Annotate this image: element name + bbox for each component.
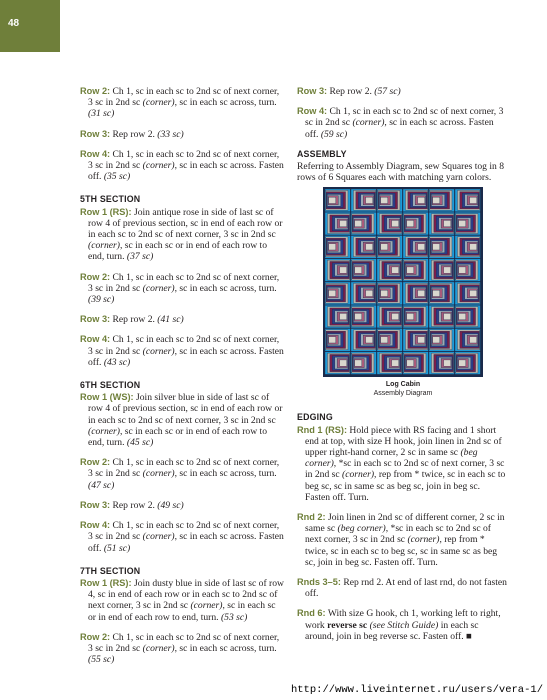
row-text: Ch 1, sc in each sc to 2nd sc of next corner, 3 sc in 2nd sc (88, 86, 280, 109)
row-italic: (49 sc) (157, 499, 184, 511)
diagram-caption (323, 381, 483, 398)
row-label: Row 2: (80, 86, 111, 96)
log-cabin-square (325, 352, 350, 375)
row-label: Row 2: (80, 271, 111, 282)
log-cabin-square (403, 282, 428, 305)
log-cabin-square (351, 282, 376, 305)
round-italic: (beg corner) (305, 447, 478, 470)
row-label: Row 2: (80, 457, 111, 468)
row-count: (55 sc) (88, 654, 115, 666)
row-count: (37 sc) (126, 251, 154, 263)
row-count: (51 sc) (103, 542, 131, 554)
round-label: Rnd 2: (297, 512, 326, 523)
round-text: , rep from * twice, sc in each sc to beg sc, sc in same sc as beg sc, join in beg sc. Fasten off. Turn. (305, 534, 498, 568)
log-cabin-square (455, 189, 480, 212)
round-italic: (beg corner) (337, 523, 386, 535)
pattern-row (80, 272, 285, 306)
log-cabin-square (377, 236, 402, 259)
assembly-heading: ASSEMBLY (297, 148, 347, 159)
row-label: Row 4: (80, 520, 111, 531)
log-cabin-square (403, 236, 428, 259)
round-text: Join linen in 2nd sc of different corner, 2 sc in same sc (305, 512, 505, 535)
round-italic: (corner) (407, 534, 440, 546)
log-cabin-diagram (323, 187, 483, 377)
log-cabin-square (377, 213, 402, 236)
row-text: Ch 1, sc in each sc to 2nd sc of next corner, 3 sc in 2nd sc (305, 106, 504, 129)
row-label: Row 3: (80, 499, 111, 510)
row-count: (53 sc) (220, 611, 248, 623)
round-italic: (see Stitch Guide) (369, 619, 439, 631)
row-count: (35 sc) (103, 171, 131, 183)
row-text: , sc in each sc across, turn. (174, 97, 277, 109)
row-text: , sc in each sc across. Fasten off. (305, 117, 494, 140)
log-cabin-square (377, 259, 402, 282)
log-cabin-square (455, 259, 480, 282)
row-text: Join dusty blue in side of last sc of row 4, sc in end of each row or in each sc to 2nd sc of next corner, 3 sc in 2nd sc (88, 577, 284, 612)
round-text: in each sc around, join in beg reverse sc. Fasten off. ■ (305, 619, 479, 642)
row-italic: (33 sc) (157, 128, 184, 140)
row-text: Ch 1, sc in each sc to 2nd sc of next corner, 3 sc in 2nd sc (88, 334, 280, 357)
log-cabin-square (429, 329, 454, 352)
log-cabin-square (325, 329, 350, 352)
row-text: , sc in each sc across. Fasten off. (88, 531, 284, 554)
page-number-tab (0, 0, 60, 52)
row-count: (31 sc) (88, 108, 115, 120)
log-cabin-square (455, 306, 480, 329)
row-label: Row 3: (80, 128, 111, 139)
log-cabin-square (351, 189, 376, 212)
pattern-row (297, 106, 507, 140)
round-text: Rep rnd 2. At end of last rnd, do not fasten off. (305, 577, 507, 600)
pattern-row (80, 86, 285, 120)
round-text: Hold piece with RS facing and 1 short end at top, with size H hook, join linen in 2nd sc of upper right-hand corner, 2 sc in same sc (305, 424, 502, 459)
log-cabin-square (351, 306, 376, 329)
diagram-caption-title: Log Cabin (385, 381, 421, 389)
assembly-text: Referring to Assembly Diagram, sew Squares tog in 8 rows of 6 Squares each with matching yarn colors. (297, 161, 505, 184)
log-cabin-square (429, 259, 454, 282)
section-heading: 7TH SECTION (80, 565, 141, 576)
pattern-row (80, 149, 285, 183)
row-label: Row 1 (WS): (80, 392, 134, 403)
pattern-row (80, 207, 285, 263)
row-text: Ch 1, sc in each sc to 2nd sc of next corner, 3 sc in 2nd sc (88, 148, 280, 172)
row-label: Row 4: (80, 334, 111, 345)
row-text: , sc in each sc or in end of each row to end, turn. (88, 240, 268, 263)
log-cabin-square (325, 282, 350, 305)
log-cabin-square (429, 306, 454, 329)
watermark-url: http://www.liveinternet.ru/users/vera-1/ (290, 684, 543, 696)
log-cabin-square (403, 259, 428, 282)
log-cabin-square (429, 282, 454, 305)
log-cabin-square (377, 189, 402, 212)
section-heading: 5TH SECTION (80, 194, 141, 205)
round-italic: (corner) (342, 469, 375, 481)
log-cabin-square (403, 329, 428, 352)
log-cabin-square (455, 236, 480, 259)
row-text: Rep row 2. (110, 314, 158, 326)
log-cabin-square (455, 352, 480, 375)
log-cabin-square (377, 306, 402, 329)
row-text: Ch 1, sc in each sc to 2nd sc of next corner, 3 sc in 2nd sc (88, 457, 280, 480)
row-text: , sc in each sc or in end of each row to end, turn. (88, 425, 268, 449)
diagram-caption-subtitle: Assembly Diagram (373, 389, 433, 397)
log-cabin-square (325, 236, 350, 259)
edging-round (297, 577, 507, 599)
log-cabin-square (325, 306, 350, 329)
pattern-row (80, 392, 285, 448)
row-label: Row 1 (RS): (80, 206, 132, 217)
row-text: , sc in each sc across, turn. (174, 642, 277, 654)
row-text: Rep row 2. (110, 128, 158, 140)
row-italic: (corner) (142, 282, 175, 294)
log-cabin-square (429, 213, 454, 236)
row-italic: (corner) (142, 97, 175, 109)
row-text: , sc in each sc or in end of each row to end, turn. (88, 600, 276, 623)
log-cabin-square (351, 259, 376, 282)
row-count: (43 sc) (103, 356, 131, 368)
row-label: Row 3: (80, 314, 111, 325)
round-text: With size G hook, ch 1, working left to right, work (305, 608, 501, 631)
log-cabin-square (429, 236, 454, 259)
log-cabin-square (455, 329, 480, 352)
right-column (297, 86, 507, 651)
log-cabin-square (403, 306, 428, 329)
section-heading: 6TH SECTION (80, 380, 141, 391)
log-cabin-square (351, 236, 376, 259)
row-text: , sc in each sc across, turn. (174, 282, 277, 294)
row-count: (59 sc) (320, 128, 348, 140)
pattern-row (80, 129, 285, 140)
row-italic: (corner) (352, 117, 385, 129)
pattern-row (80, 520, 285, 554)
round-bold: reverse sc (327, 619, 368, 631)
edging-round (297, 608, 507, 642)
row-text: Ch 1, sc in each sc to 2nd sc of next corner, 3 sc in 2nd sc (88, 520, 280, 543)
round-text: , *sc in each sc to 2nd sc of next corner, 3 sc in 2nd sc (305, 458, 505, 481)
log-cabin-square (351, 213, 376, 236)
row-label: Row 1 (RS): (80, 577, 132, 588)
log-cabin-square (351, 352, 376, 375)
row-text: Rep row 2. (110, 499, 158, 511)
log-cabin-square (351, 329, 376, 352)
row-text: Ch 1, sc in each sc to 2nd sc of next corner, 3 sc in 2nd sc (88, 631, 280, 654)
row-italic: (41 sc) (157, 314, 184, 326)
row-italic: (57 sc) (374, 86, 401, 97)
row-italic: (corner) (142, 642, 175, 654)
row-text: Ch 1, sc in each sc to 2nd sc of next corner, 3 sc in 2nd sc (88, 271, 280, 294)
row-italic: (corner) (142, 160, 175, 172)
row-italic: (corner) (142, 531, 175, 543)
round-text: , rep from * twice, sc in each sc to beg sc, sc in same sc as beg sc, join in beg sc. Fasten off. Turn. (305, 469, 506, 503)
pattern-row (80, 457, 285, 491)
row-count: (39 sc) (88, 294, 115, 306)
assembly-diagram (323, 187, 483, 398)
log-cabin-square (455, 282, 480, 305)
edging-round (297, 425, 507, 503)
row-label: Row 3: (297, 86, 328, 96)
log-cabin-square (403, 213, 428, 236)
row-label: Row 2: (80, 631, 111, 642)
pattern-row (80, 334, 285, 368)
round-label: Rnds 3–5: (297, 577, 341, 588)
round-label: Rnd 1 (RS): (297, 424, 348, 435)
edging-heading: EDGING (297, 412, 333, 423)
row-text: Join silver blue in side of last sc of row 4 of previous section, sc in end of each row or in each sc to 2nd sc of next corner, 3 sc in 2nd sc (88, 392, 283, 426)
row-italic: (corner) (88, 240, 120, 252)
row-text: Join antique rose in side of last sc of row 4 of previous section, sc in end of each row or in each sc to 2nd sc of next corner, 3 sc in 2nd sc (88, 206, 283, 241)
row-italic: (corner) (88, 425, 120, 437)
log-cabin-square (403, 189, 428, 212)
edging-rounds (297, 425, 507, 642)
row-italic: (corner) (142, 468, 175, 480)
row-text: Rep row 2. (327, 86, 375, 97)
pattern-row (80, 578, 285, 623)
pattern-row (80, 314, 285, 325)
row-text: , sc in each sc across. Fasten off. (88, 160, 284, 183)
row-italic: (corner) (190, 600, 223, 612)
row-label: Row 4: (297, 106, 328, 117)
row-count: (47 sc) (88, 479, 115, 491)
right-top-rows (297, 86, 507, 140)
pattern-row (80, 500, 285, 511)
pattern-row (80, 632, 285, 666)
log-cabin-square (377, 329, 402, 352)
round-text: , *sc in each sc to 2nd sc of next corner, 3 sc in 2nd sc (305, 523, 491, 546)
log-cabin-square (325, 213, 350, 236)
row-count: (45 sc) (126, 437, 154, 449)
left-column (80, 86, 285, 674)
pattern-row (297, 86, 507, 97)
row-text: , sc in each sc across. Fasten off. (88, 345, 284, 368)
row-text: , sc in each sc across, turn. (174, 468, 277, 480)
row-italic: (corner) (142, 345, 175, 357)
log-cabin-square (325, 259, 350, 282)
page-number: 48 (8, 18, 20, 29)
edging-round (297, 512, 507, 568)
log-cabin-square (325, 189, 350, 212)
log-cabin-square (377, 282, 402, 305)
log-cabin-square (455, 213, 480, 236)
round-label: Rnd 6: (297, 608, 326, 619)
log-cabin-square (429, 352, 454, 375)
log-cabin-square (403, 352, 428, 375)
log-cabin-square (377, 352, 402, 375)
row-label: Row 4: (80, 148, 111, 159)
log-cabin-square (429, 189, 454, 212)
